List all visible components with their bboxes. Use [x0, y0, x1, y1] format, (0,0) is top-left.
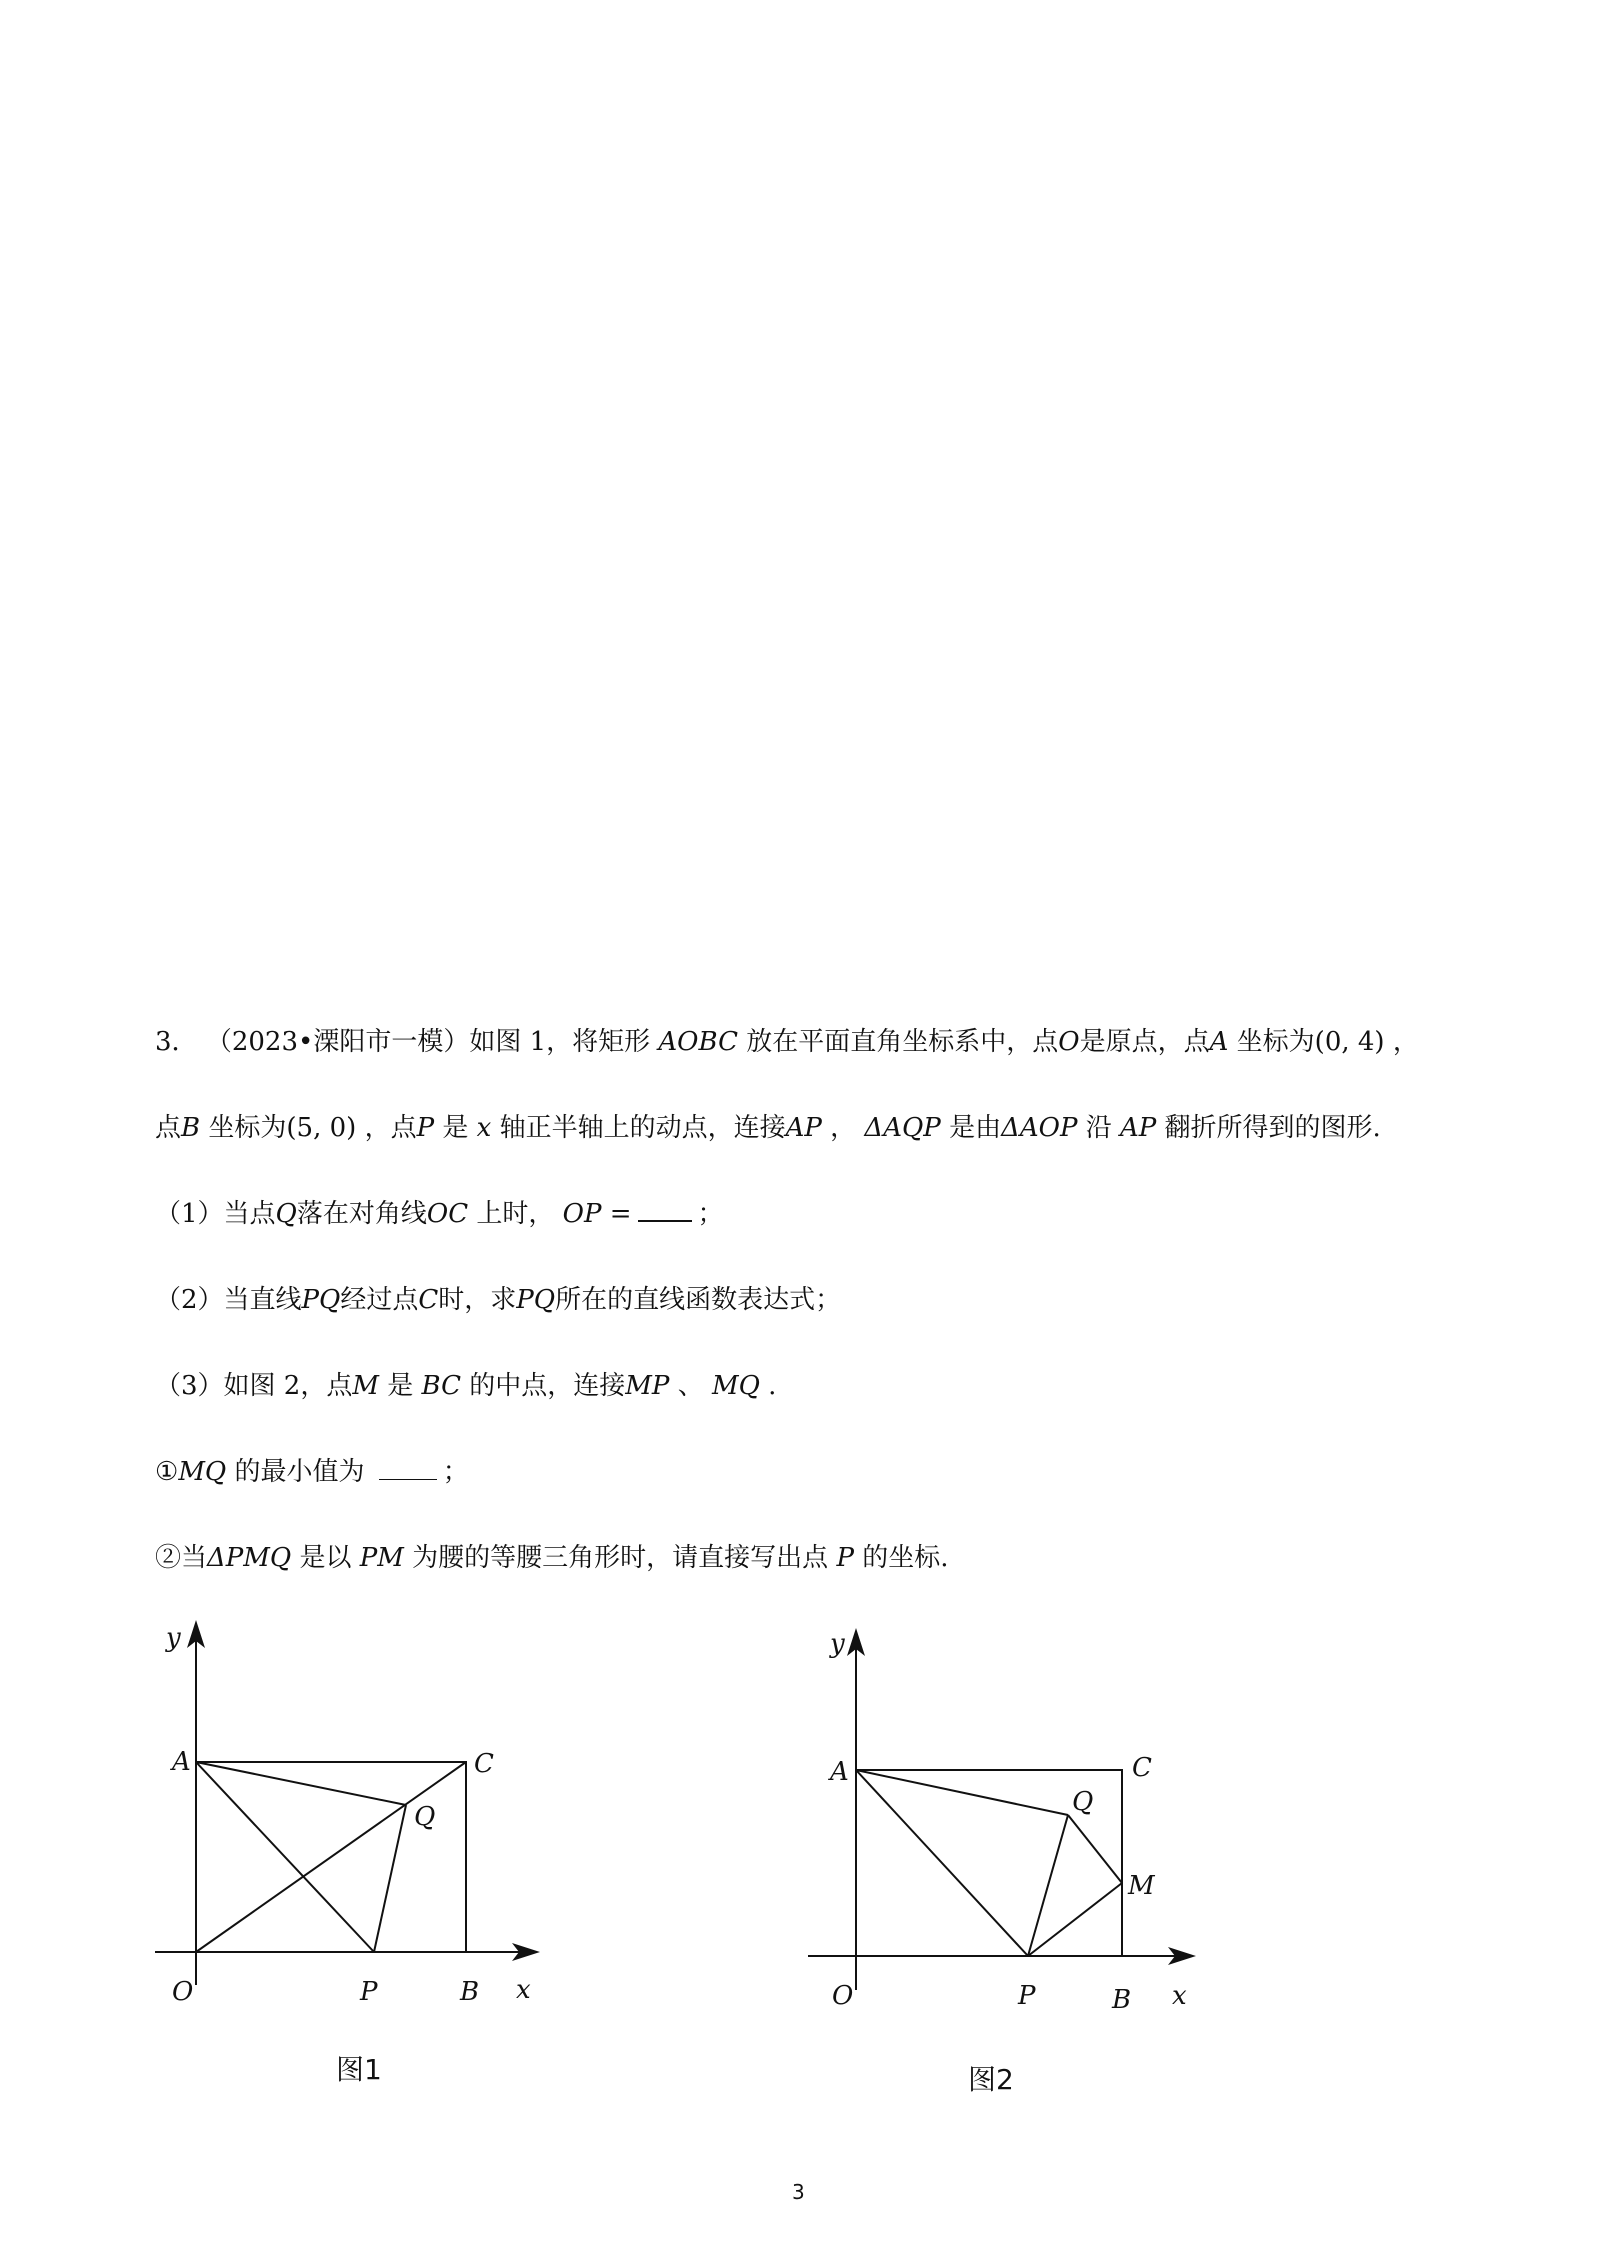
axis-x: x	[476, 1113, 492, 1143]
point-a: A	[1209, 1027, 1229, 1057]
q3b-end: 的坐标.	[862, 1543, 949, 1573]
stem-text: 坐标为	[1236, 1027, 1315, 1057]
coord-a: (0, 4)	[1314, 1027, 1385, 1057]
stem-text: 沿	[1085, 1113, 1112, 1143]
fig2-label-a: A	[830, 1757, 849, 1787]
fig2-label-x: x	[1172, 1981, 1187, 2011]
fig2-label-b: B	[1112, 1985, 1132, 2015]
fig2-seg-pm	[1028, 1883, 1122, 1956]
fig1-label-y: y	[166, 1623, 181, 1653]
tri-aop: ΔAOP	[1001, 1113, 1078, 1143]
stem-text: ，	[1392, 1027, 1419, 1057]
seg-mq: MQ	[711, 1371, 760, 1401]
q2-text: 所在的直线函数表达式；	[555, 1285, 842, 1315]
fig2-label-o: O	[832, 1981, 854, 2011]
fig1-label-b: B	[460, 1977, 480, 2007]
stem-text: 翻折所得到的图形.	[1164, 1113, 1381, 1143]
point-p: P	[836, 1543, 854, 1573]
problem-number: 3．	[155, 1027, 198, 1057]
fig2-label-y: y	[830, 1629, 845, 1659]
fig1-label-x: x	[516, 1975, 531, 2005]
q2-prefix: （2）当直线	[155, 1285, 302, 1315]
diag-oc: OC	[426, 1199, 469, 1229]
figure-2-caption: 图2	[968, 2063, 1014, 2096]
fig2-seg-aq	[856, 1770, 1068, 1815]
q1-text: 落在对角线	[296, 1199, 427, 1229]
figure-1-caption: 图1	[336, 2053, 382, 2086]
q2-text: 经过点	[340, 1285, 419, 1315]
stem-text: 放在平面直角坐标系中，点	[746, 1027, 1059, 1057]
seg-ap: AP	[785, 1113, 822, 1143]
stem-text: 坐标为	[208, 1113, 287, 1143]
point-q: Q	[275, 1199, 297, 1229]
fig2-label-c: C	[1132, 1753, 1152, 1783]
origin-name: O	[1058, 1027, 1080, 1057]
q1-expr: OP =	[562, 1199, 632, 1229]
q3a-prefix: ①	[155, 1457, 179, 1487]
q1-prefix: （1）当点	[155, 1199, 276, 1229]
seg-bc: BC	[421, 1371, 462, 1401]
fig2-seg-qm	[1068, 1815, 1122, 1883]
stem-text: 是	[442, 1113, 469, 1143]
fig2-label-p: P	[1018, 1981, 1036, 2011]
stem-text: 轴正半轴上的动点，连接	[499, 1113, 786, 1143]
stem-text: ，	[830, 1113, 857, 1143]
fig2-label-q: Q	[1072, 1787, 1094, 1817]
q3a-end: ；	[442, 1457, 469, 1487]
fig1-label-a: A	[172, 1747, 191, 1777]
coord-b: (5, 0)	[286, 1113, 357, 1143]
q3-text: 的中点，连接	[469, 1371, 626, 1401]
seg-pm: PM	[359, 1543, 404, 1573]
q3b-prefix: ②当	[155, 1543, 208, 1573]
q1-end: ；	[697, 1199, 724, 1229]
seg-ap: AP	[1120, 1113, 1157, 1143]
q3b-text: 为腰的等腰三角形时，请直接写出点	[412, 1543, 829, 1573]
stem-text: 是由	[949, 1113, 1002, 1143]
problem-source: （2023•溧阳市一模）	[205, 1027, 470, 1057]
fig1-label-p: P	[360, 1977, 378, 2007]
seg-mq: MQ	[178, 1457, 227, 1487]
point-c: C	[418, 1285, 439, 1315]
rect-name: AOBC	[658, 1027, 738, 1057]
stem-text: 是原点，点	[1079, 1027, 1210, 1057]
page-number: 3	[792, 2180, 805, 2204]
fig2-label-m: M	[1128, 1871, 1155, 1901]
point-m: M	[352, 1371, 379, 1401]
fig1-seg-ap	[196, 1762, 374, 1952]
q3-sep: 、	[677, 1371, 704, 1401]
fig1-seg-qp	[374, 1805, 406, 1952]
point-p: P	[416, 1113, 435, 1143]
q3-end: .	[768, 1371, 777, 1401]
fig1-label-q: Q	[414, 1802, 436, 1832]
q1-text: 上时，	[476, 1199, 555, 1229]
fig1-seg-aq	[196, 1762, 406, 1805]
q2-text: 时，求	[438, 1285, 517, 1315]
line-pq: PQ	[516, 1285, 556, 1315]
tri-aqp: ΔAQP	[864, 1113, 941, 1143]
fig1-label-c: C	[474, 1749, 494, 1779]
seg-mp: MP	[625, 1371, 670, 1401]
fig2-seg-qp	[1028, 1815, 1068, 1956]
q3a-text: 的最小值为	[234, 1457, 365, 1487]
fig1-label-o: O	[172, 1977, 194, 2007]
q3-text: 是	[387, 1371, 414, 1401]
fig2-seg-ap	[856, 1770, 1028, 1956]
stem-text: 如图 1，将矩形	[469, 1027, 651, 1057]
q3b-text: 是以	[299, 1543, 352, 1573]
tri-pmq: ΔPMQ	[207, 1543, 292, 1573]
stem-text: 点	[155, 1113, 182, 1143]
stem-text: ，点	[364, 1113, 417, 1143]
line-pq: PQ	[301, 1285, 341, 1315]
q3-prefix: （3）如图 2，点	[155, 1371, 353, 1401]
point-b: B	[181, 1113, 201, 1143]
